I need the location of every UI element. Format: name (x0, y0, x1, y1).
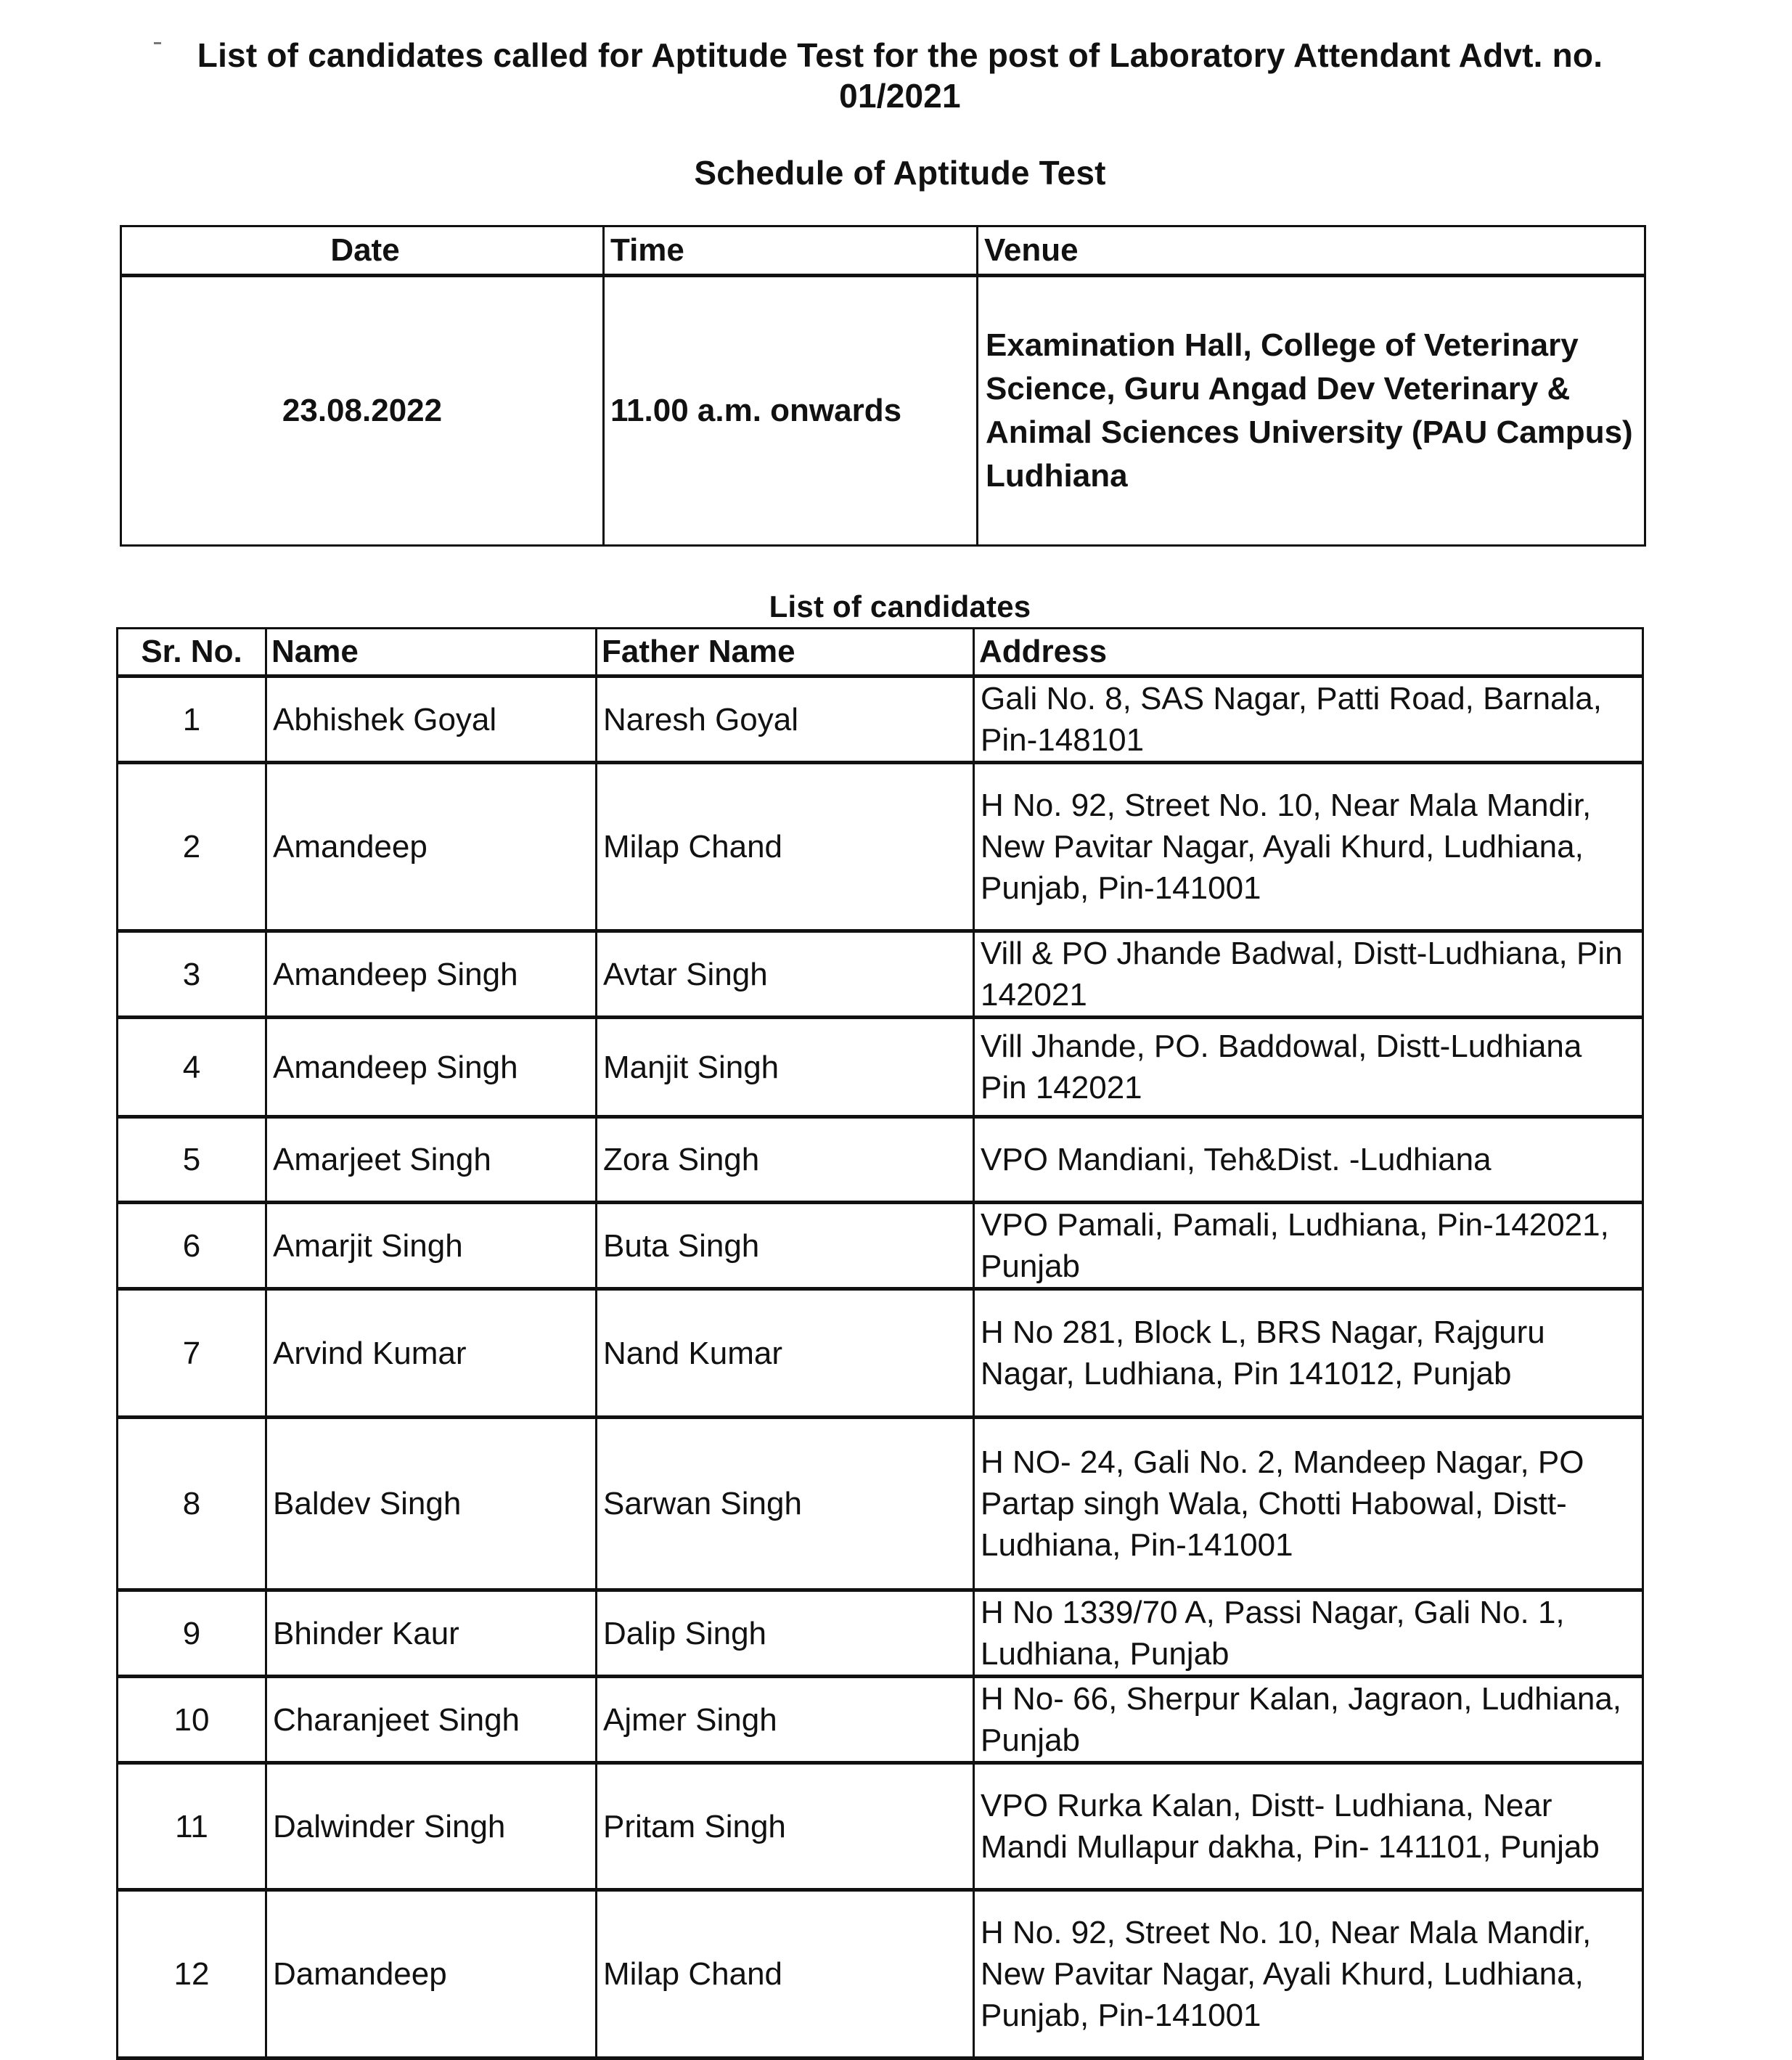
address: H No 281, Block L, BRS Nagar, Rajguru Nagar, Ludhiana, Pin 141012, Punjab (974, 1289, 1643, 1418)
sr-no: 6 (118, 1203, 266, 1289)
address: Gali No. 8, SAS Nagar, Patti Road, Barnala, Pin-148101 (974, 677, 1643, 763)
address: H No- 66, Sherpur Kalan, Jagraon, Ludhiana, Punjab (974, 1677, 1643, 1763)
schedule-venue: Examination Hall, College of Veterinary Science, Guru Angad Dev Veterinary & Animal Sciences University (PAU Campus) Ludhiana (978, 276, 1645, 546)
schedule-col-time: Time (604, 226, 978, 276)
father-name: Naresh Goyal (597, 677, 974, 763)
father-name: Manjit Singh (597, 1018, 974, 1117)
candidate-name: Arvind Kumar (266, 1289, 597, 1418)
candidates-heading: List of candidates (769, 589, 1031, 624)
table-row (118, 1018, 1643, 1117)
father-name: Sarwan Singh (597, 1418, 974, 1590)
schedule-table (120, 225, 1646, 547)
candidate-name: Abhishek Goyal (266, 677, 597, 763)
sr-no: 5 (118, 1117, 266, 1203)
schedule-heading: Schedule of Aptitude Test (694, 154, 1106, 192)
candidate-name: Amandeep Singh (266, 1018, 597, 1117)
address: Vill Jhande, PO. Baddowal, Distt-Ludhiana Pin 142021 (974, 1018, 1643, 1117)
candidate-name: Dalwinder Singh (266, 1763, 597, 1890)
candidate-name: Charanjeet Singh (266, 1677, 597, 1763)
address: H No 1339/70 A, Passi Nagar, Gali No. 1, Ludhiana, Punjab (974, 1590, 1643, 1677)
address: VPO Rurka Kalan, Distt- Ludhiana, Near Mandi Mullapur dakha, Pin- 141101, Punjab (974, 1763, 1643, 1890)
father-name: Nand Kumar (597, 1289, 974, 1418)
candidates-header-row (118, 629, 1643, 677)
address: Vill & PO Jhande Badwal, Distt-Ludhiana, Pin 142021 (974, 931, 1643, 1018)
sr-no: 1 (118, 677, 266, 763)
sr-no: 9 (118, 1590, 266, 1677)
father-name: Milap Chand (597, 1890, 974, 2059)
table-row (118, 1677, 1643, 1763)
candidate-name: Amarjit Singh (266, 1203, 597, 1289)
father-name: Pritam Singh (597, 1763, 974, 1890)
sr-no: 12 (118, 1890, 266, 2059)
father-name: Milap Chand (597, 763, 974, 931)
father-name: Buta Singh (597, 1203, 974, 1289)
advertisement-number: 01/2021 (839, 77, 961, 115)
schedule-col-date: Date (121, 226, 604, 276)
table-row (118, 1203, 1643, 1289)
table-row (118, 1289, 1643, 1418)
sr-no: 4 (118, 1018, 266, 1117)
schedule-date: 23.08.2022 (121, 276, 604, 546)
schedule-row (121, 276, 1645, 546)
sr-no: 8 (118, 1418, 266, 1590)
table-row (118, 677, 1643, 763)
table-row (118, 763, 1643, 931)
candidate-name: Bhinder Kaur (266, 1590, 597, 1677)
candidate-name: Amarjeet Singh (266, 1117, 597, 1203)
address: H No. 92, Street No. 10, Near Mala Mandir, New Pavitar Nagar, Ayali Khurd, Ludhiana, Punjab, Pin-141001 (974, 763, 1643, 931)
address: VPO Pamali, Pamali, Ludhiana, Pin-142021, Punjab (974, 1203, 1643, 1289)
candidate-name: Damandeep (266, 1890, 597, 2059)
table-row (118, 1763, 1643, 1890)
candidate-name: Amandeep (266, 763, 597, 931)
schedule-header-row (121, 226, 1645, 276)
table-row (118, 1590, 1643, 1677)
sr-no: 10 (118, 1677, 266, 1763)
col-sr-no: Sr. No. (118, 629, 266, 677)
address: H NO- 24, Gali No. 2, Mandeep Nagar, PO Partap singh Wala, Chotti Habowal, Distt-Ludhiana, Pin-141001 (974, 1418, 1643, 1590)
candidate-name: Amandeep Singh (266, 931, 597, 1018)
candidate-name: Baldev Singh (266, 1418, 597, 1590)
col-father-name: Father Name (597, 629, 974, 677)
father-name: Ajmer Singh (597, 1677, 974, 1763)
address: VPO Mandiani, Teh&Dist. -Ludhiana (974, 1117, 1643, 1203)
table-row (118, 1890, 1643, 2059)
father-name: Dalip Singh (597, 1590, 974, 1677)
document-title: List of candidates called for Aptitude Test for the post of Laboratory Attendant Advt. no. (197, 36, 1603, 74)
schedule-col-venue: Venue (978, 226, 1645, 276)
address: H No. 92, Street No. 10, Near Mala Mandir, New Pavitar Nagar, Ayali Khurd, Ludhiana, Punjab, Pin-141001 (974, 1890, 1643, 2059)
col-name: Name (266, 629, 597, 677)
table-row (118, 1418, 1643, 1590)
schedule-time: 11.00 a.m. onwards (604, 276, 978, 546)
sr-no: 11 (118, 1763, 266, 1890)
sr-no: 7 (118, 1289, 266, 1418)
table-row (118, 1117, 1643, 1203)
col-address: Address (974, 629, 1643, 677)
candidates-table (116, 627, 1644, 2060)
father-name: Zora Singh (597, 1117, 974, 1203)
sr-no: 2 (118, 763, 266, 931)
table-row (118, 931, 1643, 1018)
father-name: Avtar Singh (597, 931, 974, 1018)
sr-no: 3 (118, 931, 266, 1018)
